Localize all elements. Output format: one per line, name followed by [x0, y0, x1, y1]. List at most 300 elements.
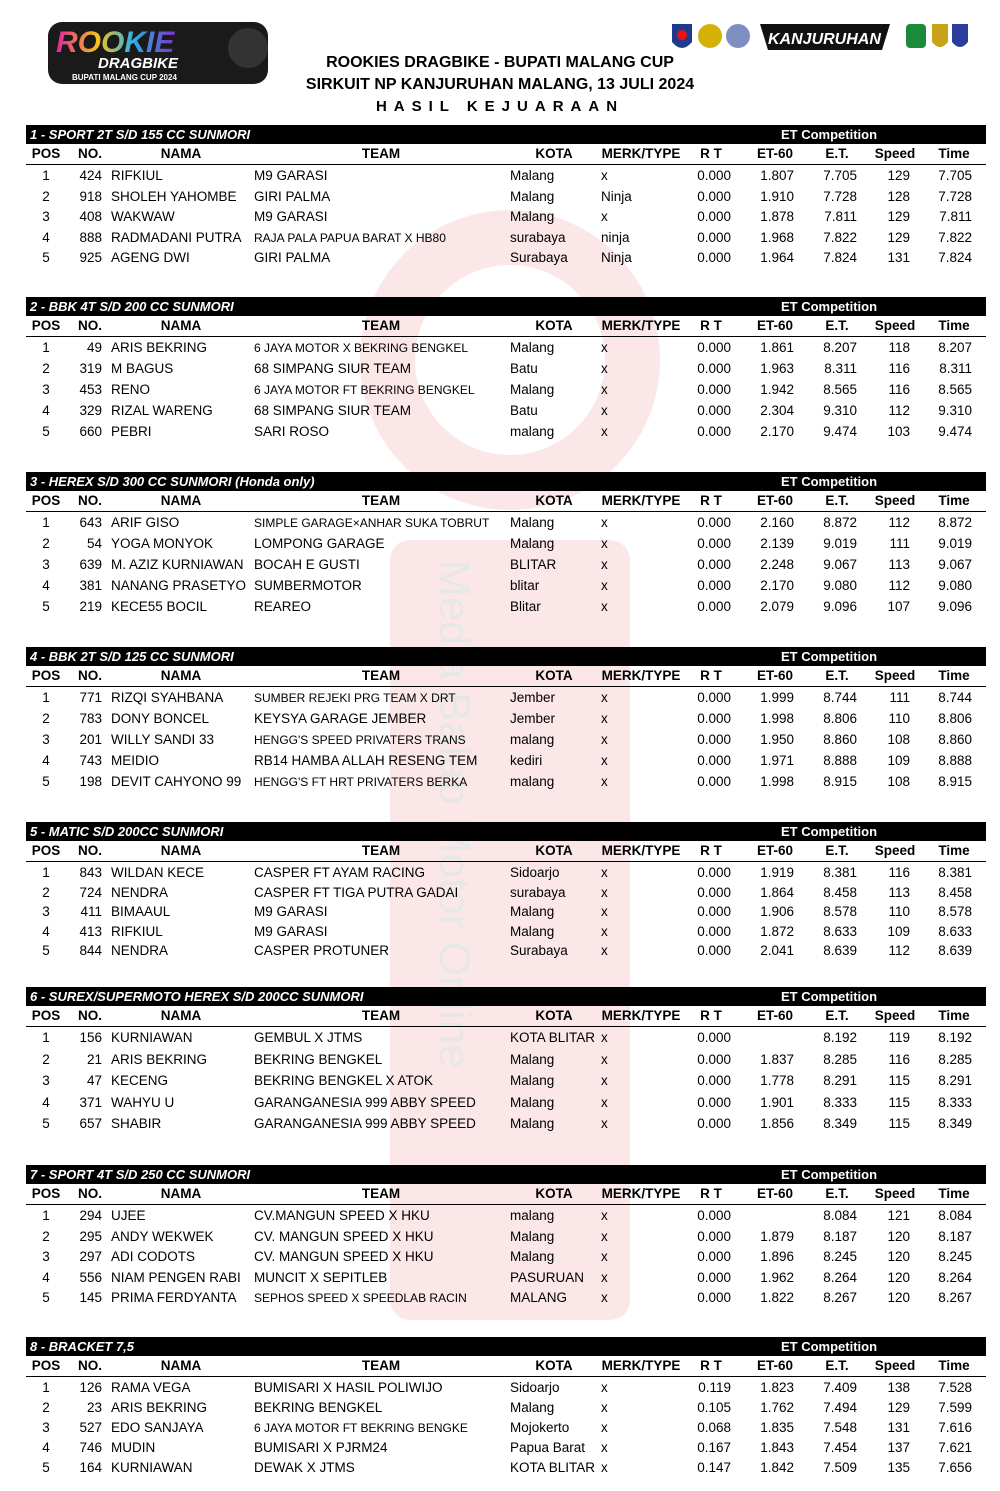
column-header-no: NO.	[77, 493, 102, 508]
cell-pos: 3	[42, 382, 50, 397]
cell-merk: x	[601, 1030, 608, 1045]
cell-kota: Malang	[510, 1400, 555, 1415]
cell-nama: ARIS BEKRING	[111, 1400, 208, 1415]
cell-et: 8.744	[823, 690, 857, 705]
cell-nama: KECENG	[111, 1073, 169, 1088]
cell-team: GIRI PALMA	[254, 250, 331, 265]
cell-rt: 0.000	[697, 340, 731, 355]
cell-rt: 0.000	[697, 424, 731, 439]
cell-kota: Malang	[510, 1051, 555, 1067]
cell-et60: 1.999	[760, 690, 794, 705]
cell-et: 7.822	[823, 229, 857, 245]
cell-nama: RIZAL WARENG	[111, 403, 213, 418]
cell-speed: 128	[887, 188, 910, 204]
cell-merk: x	[601, 424, 608, 439]
cell-merk: x	[601, 168, 608, 183]
cell-no: 294	[79, 1208, 102, 1223]
table-row	[26, 1377, 986, 1397]
cell-team: 6 JAYA MOTOR FT BEKRING BENGKEL	[254, 383, 475, 397]
column-header-speed: Speed	[874, 668, 916, 683]
cell-speed: 112	[888, 943, 910, 958]
cell-speed: 103	[887, 424, 910, 439]
cell-kota: Malang	[510, 536, 555, 551]
cell-et60: 1.842	[760, 1460, 794, 1475]
category-title: 1 - SPORT 2T S/D 155 CC SUNMORI	[30, 127, 251, 142]
cell-rt: 0.000	[697, 599, 731, 614]
column-header-team: TEAM	[361, 1358, 401, 1373]
cell-time: 8.285	[938, 1051, 972, 1067]
column-header-et: E.T.	[825, 318, 849, 333]
column-header-no: NO.	[77, 318, 102, 333]
table-row	[26, 400, 986, 421]
cell-nama: RENO	[111, 382, 151, 397]
cell-nama: RIFKIUL	[111, 168, 163, 183]
cell-et: 8.264	[823, 1269, 857, 1285]
cell-time: 9.019	[938, 536, 972, 551]
cell-kota: Jember	[510, 711, 556, 726]
category-title: 8 - BRACKET 7,5	[30, 1339, 135, 1354]
column-header-no: NO.	[77, 843, 102, 858]
cell-et60: 1.950	[760, 732, 794, 747]
cell-et: 9.019	[823, 536, 857, 551]
cell-et60: 1.963	[760, 361, 794, 376]
cell-pos: 4	[42, 403, 50, 418]
cell-rt: 0.000	[697, 188, 731, 204]
cell-et: 7.454	[823, 1440, 857, 1455]
cell-nama: SHABIR	[111, 1116, 162, 1131]
column-header-speed: Speed	[874, 493, 916, 508]
regency-emblem-icon	[726, 24, 750, 48]
cell-et60: 1.998	[760, 711, 794, 726]
cell-kota: Sidoarjo	[510, 865, 560, 880]
title-event: ROOKIES DRAGBIKE - BUPATI MALANG CUP	[326, 54, 674, 71]
cell-time: 7.824	[938, 250, 972, 265]
cell-et60: 2.304	[760, 403, 794, 418]
column-header-pos: POS	[31, 668, 61, 683]
cell-rt: 0.000	[697, 865, 731, 880]
cell-kota: Batu	[510, 361, 538, 376]
cell-rt: 0.000	[697, 536, 731, 551]
cell-et60: 1.778	[760, 1073, 794, 1088]
cell-nama: KECE55 BOCIL	[111, 599, 208, 614]
cell-merk: x	[601, 884, 608, 900]
cell-speed: 120	[887, 1228, 910, 1244]
cell-time: 9.096	[938, 599, 972, 614]
section-header	[26, 1337, 986, 1356]
column-header-no: NO.	[77, 1186, 102, 1201]
column-header-et60: ET-60	[756, 318, 794, 333]
table-row	[26, 1113, 986, 1135]
column-header-row	[26, 666, 986, 687]
cell-kota: Surabaya	[510, 250, 568, 265]
table-row	[26, 921, 986, 941]
column-header-merk: MERK/TYPE	[601, 1358, 681, 1373]
column-header-time: Time	[938, 146, 970, 161]
cell-team: 68 SIMPANG SIUR TEAM	[254, 403, 412, 418]
column-header-merk: MERK/TYPE	[601, 493, 681, 508]
category-title: 3 - HEREX S/D 300 CC SUNMORI (Honda only)	[30, 474, 315, 489]
column-header-row	[26, 841, 986, 862]
cell-no: 413	[79, 923, 102, 939]
cell-et: 8.187	[823, 1228, 857, 1244]
cell-team: CV. MANGUN SPEED X HKU	[254, 1249, 434, 1264]
cell-no: 198	[79, 774, 102, 789]
cell-merk: x	[601, 557, 608, 572]
cell-et: 8.915	[823, 774, 857, 789]
cell-no: 47	[86, 1073, 102, 1088]
competition-label: ET Competition	[781, 474, 878, 489]
cell-merk: x	[601, 865, 608, 880]
cell-merk: x	[601, 732, 608, 747]
cell-pos: 2	[42, 884, 50, 900]
cell-kota: malang	[510, 1208, 555, 1223]
cell-rt: 0.000	[697, 1290, 731, 1305]
cell-no: 371	[79, 1094, 102, 1110]
cell-rt: 0.000	[697, 732, 731, 747]
cell-time: 8.187	[938, 1228, 972, 1244]
cell-rt: 0.147	[697, 1460, 731, 1475]
cell-kota: Malang	[510, 1116, 555, 1131]
army-emblem-icon	[698, 24, 722, 48]
cell-et: 7.494	[823, 1400, 857, 1415]
table-row	[26, 227, 986, 248]
cell-nama: RADMADANI PUTRA	[111, 229, 242, 245]
cell-et: 8.888	[823, 753, 857, 768]
table-row	[26, 575, 986, 596]
column-header-et: E.T.	[825, 1358, 849, 1373]
column-header-row	[26, 316, 986, 337]
cell-kota: PASURUAN	[510, 1269, 585, 1285]
cell-et60: 2.160	[760, 515, 794, 530]
column-header-no: NO.	[77, 1008, 102, 1023]
cell-speed: 131	[887, 1420, 910, 1435]
table-row	[26, 247, 986, 268]
competition-label: ET Competition	[781, 1167, 878, 1182]
cell-merk: x	[601, 536, 608, 551]
table-row	[26, 165, 986, 186]
cell-pos: 2	[42, 1051, 50, 1067]
cell-pos: 1	[42, 1380, 50, 1395]
cell-et: 8.860	[823, 732, 857, 747]
cell-team: DEWAK X JTMS	[254, 1460, 355, 1475]
cell-kota: Malang	[510, 1094, 555, 1110]
table-row	[26, 771, 986, 792]
cell-time: 8.639	[938, 943, 972, 958]
cell-kota: BLITAR	[510, 557, 557, 572]
cell-no: 408	[79, 209, 102, 224]
cell-merk: x	[601, 1380, 608, 1395]
cell-team: GIRI PALMA	[254, 188, 331, 204]
cell-rt: 0.000	[697, 1269, 731, 1285]
column-header-kota: KOTA	[535, 1186, 573, 1201]
cell-pos: 4	[42, 1269, 50, 1285]
cell-et60: 1.864	[760, 884, 794, 900]
cell-nama: ANDY WEKWEK	[111, 1228, 214, 1244]
cell-speed: 129	[887, 209, 910, 224]
cell-nama: MUDIN	[111, 1440, 156, 1455]
cell-nama: WILDAN KECE	[111, 865, 205, 880]
column-header-kota: KOTA	[535, 146, 573, 161]
cell-et60: 1.998	[760, 774, 794, 789]
title-results: HASIL KEJUARAAN	[375, 98, 625, 115]
cell-nama: ARIS BEKRING	[111, 340, 208, 355]
cell-pos: 5	[42, 599, 50, 614]
logo-word-rookie: ROOKIE	[56, 26, 175, 59]
cell-team: GARANGANESIA 999 ABBY SPEED	[254, 1094, 476, 1110]
column-header-merk: MERK/TYPE	[601, 318, 681, 333]
imi-emblem-icon	[932, 24, 948, 47]
cell-merk: x	[601, 515, 608, 530]
cell-no: 411	[80, 904, 102, 919]
cell-pos: 5	[42, 250, 50, 265]
column-header-kota: KOTA	[535, 1008, 573, 1023]
cell-team: GEMBUL X JTMS	[254, 1030, 363, 1045]
column-header-nama: NAMA	[160, 318, 202, 333]
cell-et60: 1.856	[760, 1116, 794, 1131]
cell-nama: PEBRI	[111, 424, 152, 439]
cell-team: M9 GARASI	[254, 923, 328, 939]
cell-pos: 1	[42, 865, 50, 880]
cell-kota: Malang	[510, 1228, 555, 1244]
cell-merk: x	[601, 1249, 608, 1264]
cell-rt: 0.000	[697, 403, 731, 418]
cell-merk: x	[601, 1228, 608, 1244]
cell-time: 8.915	[938, 774, 972, 789]
cell-team: RB14 HAMBA ALLAH RESENG TEM	[254, 753, 478, 768]
cell-no: 724	[79, 884, 102, 900]
cell-pos: 3	[42, 1420, 50, 1435]
table-row	[26, 379, 986, 400]
column-header-row	[26, 1006, 986, 1027]
column-header-nama: NAMA	[160, 493, 202, 508]
cell-time: 8.381	[938, 865, 972, 880]
kanjuruhan-logo-text: KANJURUHAN	[768, 31, 881, 48]
cell-pos: 4	[42, 229, 50, 245]
competition-label: ET Competition	[781, 299, 878, 314]
cell-pos: 1	[42, 1208, 50, 1223]
cell-merk: x	[601, 1460, 608, 1475]
cell-pos: 3	[42, 209, 50, 224]
cell-et: 9.067	[823, 557, 857, 572]
cell-rt: 0.000	[697, 382, 731, 397]
cell-no: 54	[86, 536, 102, 551]
column-header-kota: KOTA	[535, 318, 573, 333]
cell-et: 8.311	[824, 361, 857, 376]
cell-et60: 2.079	[760, 599, 794, 614]
cell-time: 8.806	[938, 711, 972, 726]
column-header-kota: KOTA	[535, 1358, 573, 1373]
cell-team: SIMPLE GARAGE×ANHAR SUKA TOBRUT	[254, 516, 490, 530]
cell-et60: 1.879	[760, 1228, 794, 1244]
cell-speed: 131	[887, 250, 910, 265]
column-header-time: Time	[938, 843, 970, 858]
results-section	[26, 822, 986, 960]
cell-nama: BIMAAUL	[111, 904, 171, 919]
column-header-nama: NAMA	[160, 668, 202, 683]
cell-nama: KURNIAWAN	[111, 1460, 193, 1475]
table-row	[26, 1092, 986, 1114]
table-row	[26, 1267, 986, 1288]
cell-merk: x	[601, 690, 608, 705]
cell-nama: UJEE	[111, 1208, 146, 1223]
table-row	[26, 1205, 986, 1226]
column-header-rt: R T	[700, 843, 722, 858]
cell-et: 7.509	[823, 1460, 857, 1475]
cell-pos: 4	[42, 923, 50, 939]
cell-time: 7.528	[938, 1380, 972, 1395]
column-header-merk: MERK/TYPE	[601, 1008, 681, 1023]
column-header-team: TEAM	[361, 1008, 401, 1023]
column-header-time: Time	[938, 318, 970, 333]
cell-speed: 109	[887, 923, 910, 939]
cell-pos: 3	[42, 904, 50, 919]
cell-pos: 3	[42, 1073, 50, 1088]
cell-speed: 129	[887, 168, 910, 183]
section-header	[26, 297, 986, 316]
cell-et60: 1.843	[760, 1440, 794, 1455]
cell-kota: Sidoarjo	[510, 1380, 560, 1395]
cell-nama: NANANG PRASETYO	[111, 578, 247, 593]
cell-no: 643	[79, 515, 102, 530]
column-header-et60: ET-60	[756, 146, 794, 161]
cell-et: 8.084	[823, 1208, 857, 1223]
cell-team: BEKRING BENGKEL	[254, 1051, 383, 1067]
cell-speed: 108	[887, 732, 910, 747]
cell-et60: 1.835	[760, 1420, 794, 1435]
column-header-no: NO.	[77, 146, 102, 161]
column-header-et60: ET-60	[756, 493, 794, 508]
cell-nama: SHOLEH YAHOMBE	[111, 188, 237, 204]
cell-et: 8.333	[823, 1094, 857, 1110]
cell-no: 164	[79, 1460, 102, 1475]
column-header-time: Time	[938, 1186, 970, 1201]
cell-time: 7.822	[938, 229, 972, 245]
table-row	[26, 533, 986, 554]
cell-pos: 1	[42, 340, 50, 355]
cell-merk: x	[601, 209, 608, 224]
cell-kota: Jember	[510, 690, 556, 705]
column-header-time: Time	[938, 1008, 970, 1023]
cell-pos: 5	[42, 1460, 50, 1475]
cell-time: 7.599	[938, 1400, 972, 1415]
cell-time: 8.291	[938, 1073, 972, 1088]
cell-rt: 0.000	[697, 578, 731, 593]
cell-merk: x	[601, 382, 608, 397]
cell-merk: Ninja	[601, 250, 632, 265]
results-section	[26, 472, 986, 617]
cell-et: 8.285	[823, 1051, 857, 1067]
cell-rt: 0.000	[697, 1073, 731, 1088]
cell-nama: M BAGUS	[111, 361, 174, 376]
cell-rt: 0.119	[698, 1380, 731, 1395]
cell-team: M9 GARASI	[254, 209, 328, 224]
column-header-team: TEAM	[361, 318, 401, 333]
cell-speed: 135	[887, 1460, 910, 1475]
cell-rt: 0.000	[697, 1030, 731, 1045]
cell-et: 8.207	[823, 340, 857, 355]
cell-et: 9.096	[823, 599, 857, 614]
cell-speed: 116	[888, 865, 910, 880]
cell-time: 8.311	[939, 361, 972, 376]
column-header-speed: Speed	[874, 1008, 916, 1023]
cell-no: 844	[79, 943, 102, 958]
cell-nama: RIFKIUL	[111, 923, 163, 939]
cell-no: 329	[79, 403, 102, 418]
cell-time: 8.633	[938, 923, 972, 939]
cell-et60: 1.823	[760, 1380, 794, 1395]
cell-et60: 1.971	[760, 753, 794, 768]
cell-no: 660	[79, 424, 102, 439]
competition-label: ET Competition	[781, 1339, 878, 1354]
cell-et: 8.872	[823, 515, 857, 530]
cell-et60: 2.139	[760, 536, 794, 551]
cell-merk: x	[601, 1440, 608, 1455]
column-header-pos: POS	[31, 1358, 61, 1373]
column-header-merk: MERK/TYPE	[601, 146, 681, 161]
cell-merk: x	[601, 1073, 608, 1088]
cell-rt: 0.000	[697, 690, 731, 705]
cell-et60: 1.906	[760, 904, 794, 919]
column-header-no: NO.	[77, 1358, 102, 1373]
column-header-et: E.T.	[825, 1008, 849, 1023]
column-header-et: E.T.	[825, 668, 849, 683]
competition-label: ET Competition	[781, 649, 878, 664]
cell-speed: 112	[888, 403, 910, 418]
cell-team: GARANGANESIA 999 ABBY SPEED	[254, 1116, 476, 1131]
cell-kota: Batu	[510, 403, 538, 418]
column-header-et: E.T.	[825, 843, 849, 858]
cell-et60: 2.170	[760, 424, 794, 439]
table-row	[26, 1027, 986, 1049]
cell-kota: MALANG	[510, 1290, 568, 1305]
cell-pos: 4	[42, 1094, 50, 1110]
cell-et: 7.811	[824, 209, 857, 224]
cell-pos: 5	[42, 424, 50, 439]
column-header-speed: Speed	[874, 318, 916, 333]
cell-team: BEKRING BENGKEL X ATOK	[254, 1073, 434, 1088]
cell-team: M9 GARASI	[254, 168, 328, 183]
section-header	[26, 125, 986, 144]
column-header-team: TEAM	[361, 1186, 401, 1201]
results-section	[26, 1337, 986, 1477]
column-header-rt: R T	[700, 1358, 722, 1373]
cell-speed: 116	[888, 1051, 910, 1067]
cell-team: LOMPONG GARAGE	[254, 536, 385, 551]
table-row	[26, 940, 986, 960]
cell-speed: 138	[887, 1380, 910, 1395]
table-row	[26, 206, 986, 227]
cell-et60: 2.170	[760, 578, 794, 593]
cell-merk: x	[601, 1116, 608, 1131]
results-section	[26, 297, 986, 442]
cell-time: 8.349	[938, 1116, 972, 1131]
cell-no: 453	[79, 382, 102, 397]
cell-rt: 0.000	[697, 515, 731, 530]
table-row	[26, 882, 986, 902]
cell-et: 7.824	[823, 250, 857, 265]
cell-pos: 2	[42, 361, 50, 376]
cell-team: RAJA PALA PAPUA BARAT X HB80	[254, 230, 446, 245]
cell-et60: 1.962	[760, 1269, 794, 1285]
column-header-et60: ET-60	[756, 1358, 794, 1373]
column-header-speed: Speed	[874, 146, 916, 161]
column-header-pos: POS	[31, 493, 61, 508]
table-row	[26, 708, 986, 729]
section-header	[26, 1165, 986, 1184]
cell-team: SEPHOS SPEED X SPEEDLAB RACIN	[254, 1291, 467, 1305]
cell-kota: Malang	[510, 1249, 555, 1264]
table-row	[26, 1070, 986, 1092]
